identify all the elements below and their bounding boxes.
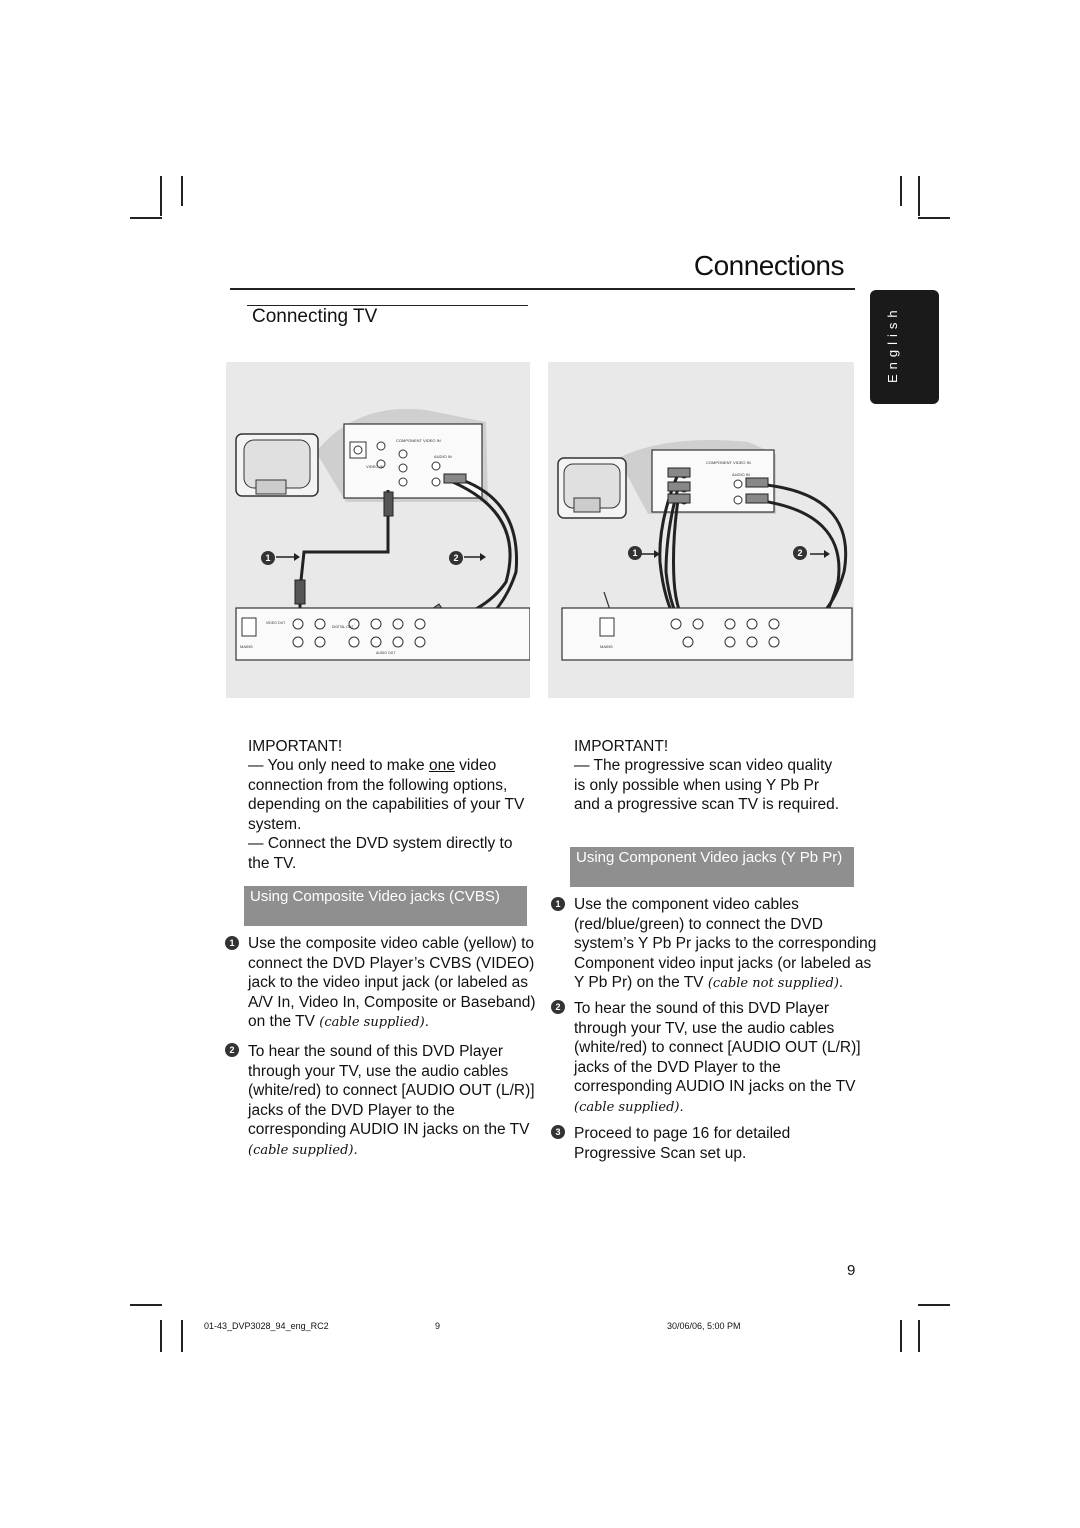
important-text: The progressive scan video quality is only possible when using Y Pb Pr and a progressive scan TV is required. <box>574 757 840 813</box>
svg-text:COMPONENT VIDEO IN: COMPONENT VIDEO IN <box>396 438 441 443</box>
page-number: 9 <box>847 1262 856 1279</box>
right-important-item <box>574 756 844 815</box>
step-note: (cable supplied). <box>248 1142 358 1158</box>
footer-page: 9 <box>435 1321 441 1331</box>
diagram-left-step2-marker: 2 <box>449 551 463 565</box>
crop-mark <box>900 1320 902 1352</box>
composite-diagram-illustration <box>226 362 530 698</box>
right-important-heading: IMPORTANT! <box>574 738 669 755</box>
footer-date: 30/06/06, 5:00 PM <box>667 1321 741 1331</box>
crop-mark <box>160 1320 162 1352</box>
diagram-right-step1-marker: 1 <box>628 546 642 560</box>
right-step-3 <box>574 1124 834 1163</box>
diagram-right-step2-marker: 2 <box>793 546 807 560</box>
svg-text:MAINS: MAINS <box>600 644 613 649</box>
important-text: video connection from the following options, depending on the capabilities of your TV system. <box>248 757 525 833</box>
svg-text:VIDEO OUT: VIDEO OUT <box>266 621 286 625</box>
svg-text:AUDIO IN: AUDIO IN <box>434 454 452 459</box>
crop-mark <box>181 1320 183 1352</box>
dash: — <box>248 757 264 774</box>
diagram-left-step1-marker: 1 <box>261 551 275 565</box>
crop-mark <box>181 176 183 206</box>
language-tab-label: English <box>885 305 900 383</box>
dash: — <box>574 757 590 774</box>
important-text: You only need to make <box>267 757 429 774</box>
left-step-2-marker: 2 <box>225 1043 239 1057</box>
right-important-list <box>574 756 844 815</box>
svg-text:VIDEO IN: VIDEO IN <box>366 464 384 469</box>
language-tab <box>870 290 939 404</box>
left-step-1 <box>248 934 550 1033</box>
crop-mark <box>130 1304 162 1306</box>
composite-banner: Using Composite Video jacks (CVBS) <box>244 886 527 926</box>
crop-mark <box>160 176 162 216</box>
step-note: (cable supplied). <box>319 1015 429 1030</box>
crop-mark <box>900 176 902 206</box>
right-step-1 <box>574 895 880 994</box>
svg-text:MAINS: MAINS <box>240 644 253 649</box>
left-step-1-marker: 1 <box>225 936 239 950</box>
footer-file: 01-43_DVP3028_94_eng_RC2 <box>204 1321 329 1331</box>
component-connection-diagram <box>548 362 854 698</box>
dash: — <box>248 835 264 852</box>
left-important-item <box>248 756 528 834</box>
right-step-1-marker: 1 <box>551 897 565 911</box>
step-text: To hear the sound of this DVD Player through your TV, use the audio cables (white/red) to connect [AUDIO OUT (L/R)] jacks of the DVD Player to the corresponding AUDIO IN jacks on the TV <box>248 1043 535 1138</box>
right-step-2-marker: 2 <box>551 1000 565 1014</box>
svg-text:COMPONENT VIDEO IN: COMPONENT VIDEO IN <box>706 460 751 465</box>
left-important-item <box>248 834 528 873</box>
right-step-3-marker: 3 <box>551 1125 565 1139</box>
step-text: To hear the sound of this DVD Player through your TV, use the audio cables (white/red) to connect [AUDIO OUT (L/R)] jacks of the DVD Player to the corresponding AUDIO IN jacks on the TV <box>574 1000 861 1095</box>
crop-mark <box>918 176 920 216</box>
left-important-list <box>248 756 528 873</box>
composite-connection-diagram <box>226 362 530 698</box>
step-text: Use the composite video cable (yellow) to connect the DVD Player’s CVBS (VIDEO) jack to the video input jack (or labeled as A/V In, Video In, Composite or Baseband) on the TV <box>248 935 536 1030</box>
left-step-2 <box>248 1042 548 1160</box>
crop-mark <box>918 1304 950 1306</box>
right-step-2 <box>574 999 874 1117</box>
crop-mark <box>918 217 950 219</box>
header-rule <box>230 288 855 290</box>
important-underlined-word: one <box>428 757 455 774</box>
svg-text:AUDIO IN: AUDIO IN <box>732 472 750 477</box>
left-important-heading: IMPORTANT! <box>248 738 343 755</box>
step-note: (cable not supplied). <box>707 976 844 991</box>
section-title: Connecting TV <box>252 306 378 327</box>
crop-mark <box>918 1320 920 1352</box>
crop-mark <box>130 217 162 219</box>
component-diagram-illustration <box>548 362 854 698</box>
svg-text:DIGITAL OUT: DIGITAL OUT <box>332 625 354 629</box>
step-text: Proceed to page 16 for detailed Progressive Scan set up. <box>574 1125 791 1162</box>
component-banner: Using Component Video jacks (Y Pb Pr) <box>570 847 854 887</box>
step-text: Use the component video cables (red/blue/green) to connect the DVD system’s Y Pb Pr jacks to the corresponding Component video input jacks (or labeled as Y Pb Pr) on the TV <box>574 896 877 991</box>
page-title: Connections <box>693 250 844 281</box>
important-text: Connect the DVD system directly to the TV. <box>248 835 513 872</box>
svg-text:AUDIO OUT: AUDIO OUT <box>376 651 396 655</box>
step-note: (cable supplied). <box>574 1099 684 1115</box>
